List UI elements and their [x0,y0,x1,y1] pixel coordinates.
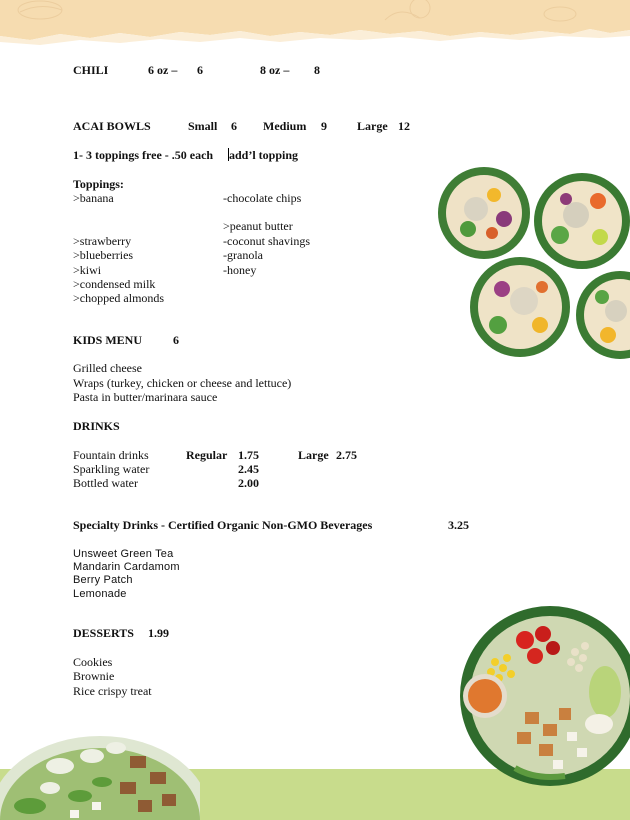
acai-small-label: Small [188,119,218,133]
chili-large-price: 8 [314,63,320,77]
drink-fountain: Fountain drinks [73,448,149,462]
acai-large-price: 12 [398,119,410,133]
acai-small-price: 6 [231,119,237,133]
topping-right: -granola [223,248,263,262]
salad-plate-photo [0,726,200,820]
acai-medium-label: Medium [263,119,307,133]
salad-bowl-photo [455,600,630,788]
topping-left: >condensed milk [73,277,156,291]
drink-regular-label: Regular [186,448,228,462]
top-banner-decoration [0,0,630,48]
desserts-price: 1.99 [148,626,169,640]
topping-right: -chocolate chips [223,191,302,205]
toppings-heading: Toppings: [73,177,124,191]
drink-large-price: 2.75 [336,448,357,462]
kids-item: Grilled cheese [73,361,142,375]
wraps-photo [432,165,630,377]
topping-left: >chopped almonds [73,291,165,305]
drink-sparkling-price: 2.45 [238,462,259,476]
dessert-item: Rice crispy treat [73,684,152,698]
drink-sparkling: Sparkling water [73,462,150,476]
chili-large-size: 8 oz – [260,63,290,77]
dessert-item: Brownie [73,669,115,683]
specialty-item: Berry Patch [73,574,133,586]
kids-price: 6 [173,333,179,347]
drink-large-label: Large [298,448,329,462]
acai-medium-price: 9 [321,119,327,133]
kids-title: KIDS MENU [73,333,143,347]
acai-title: ACAI BOWLS [73,119,151,133]
specialty-title: Specialty Drinks - Certified Organic Non-GMO Beverages [73,518,373,532]
specialty-item: Unsweet Green Tea [73,548,174,560]
kids-item: Pasta in butter/marinara sauce [73,390,218,404]
topping-right: >peanut butter [223,219,293,233]
specialty-price: 3.25 [448,518,469,532]
topping-left: >kiwi [73,263,102,277]
topping-left: >blueberries [73,248,134,262]
toppings-note: 1- 3 toppings free - .50 each [73,148,214,162]
chili-small-size: 6 oz – [148,63,178,77]
topping-left: >strawberry [73,234,132,248]
drink-regular-price: 1.75 [238,448,259,462]
topping-right: -honey [223,263,257,277]
drink-bottled: Bottled water [73,476,138,490]
acai-large-label: Large [357,119,388,133]
dessert-item: Cookies [73,655,113,669]
chili-small-price: 6 [197,63,203,77]
specialty-item: Mandarin Cardamom [73,561,180,573]
kids-item: Wraps (turkey, chicken or cheese and lettuce) [73,376,292,390]
desserts-title: DESSERTS [73,626,134,640]
specialty-item: Lemonade [73,588,127,600]
topping-left: >banana [73,191,114,205]
toppings-note-suffix: add’l topping [229,148,299,162]
drinks-title: DRINKS [73,419,120,433]
chili-title: CHILI [73,63,109,77]
topping-right: -coconut shavings [223,234,310,248]
drink-bottled-price: 2.00 [238,476,259,490]
